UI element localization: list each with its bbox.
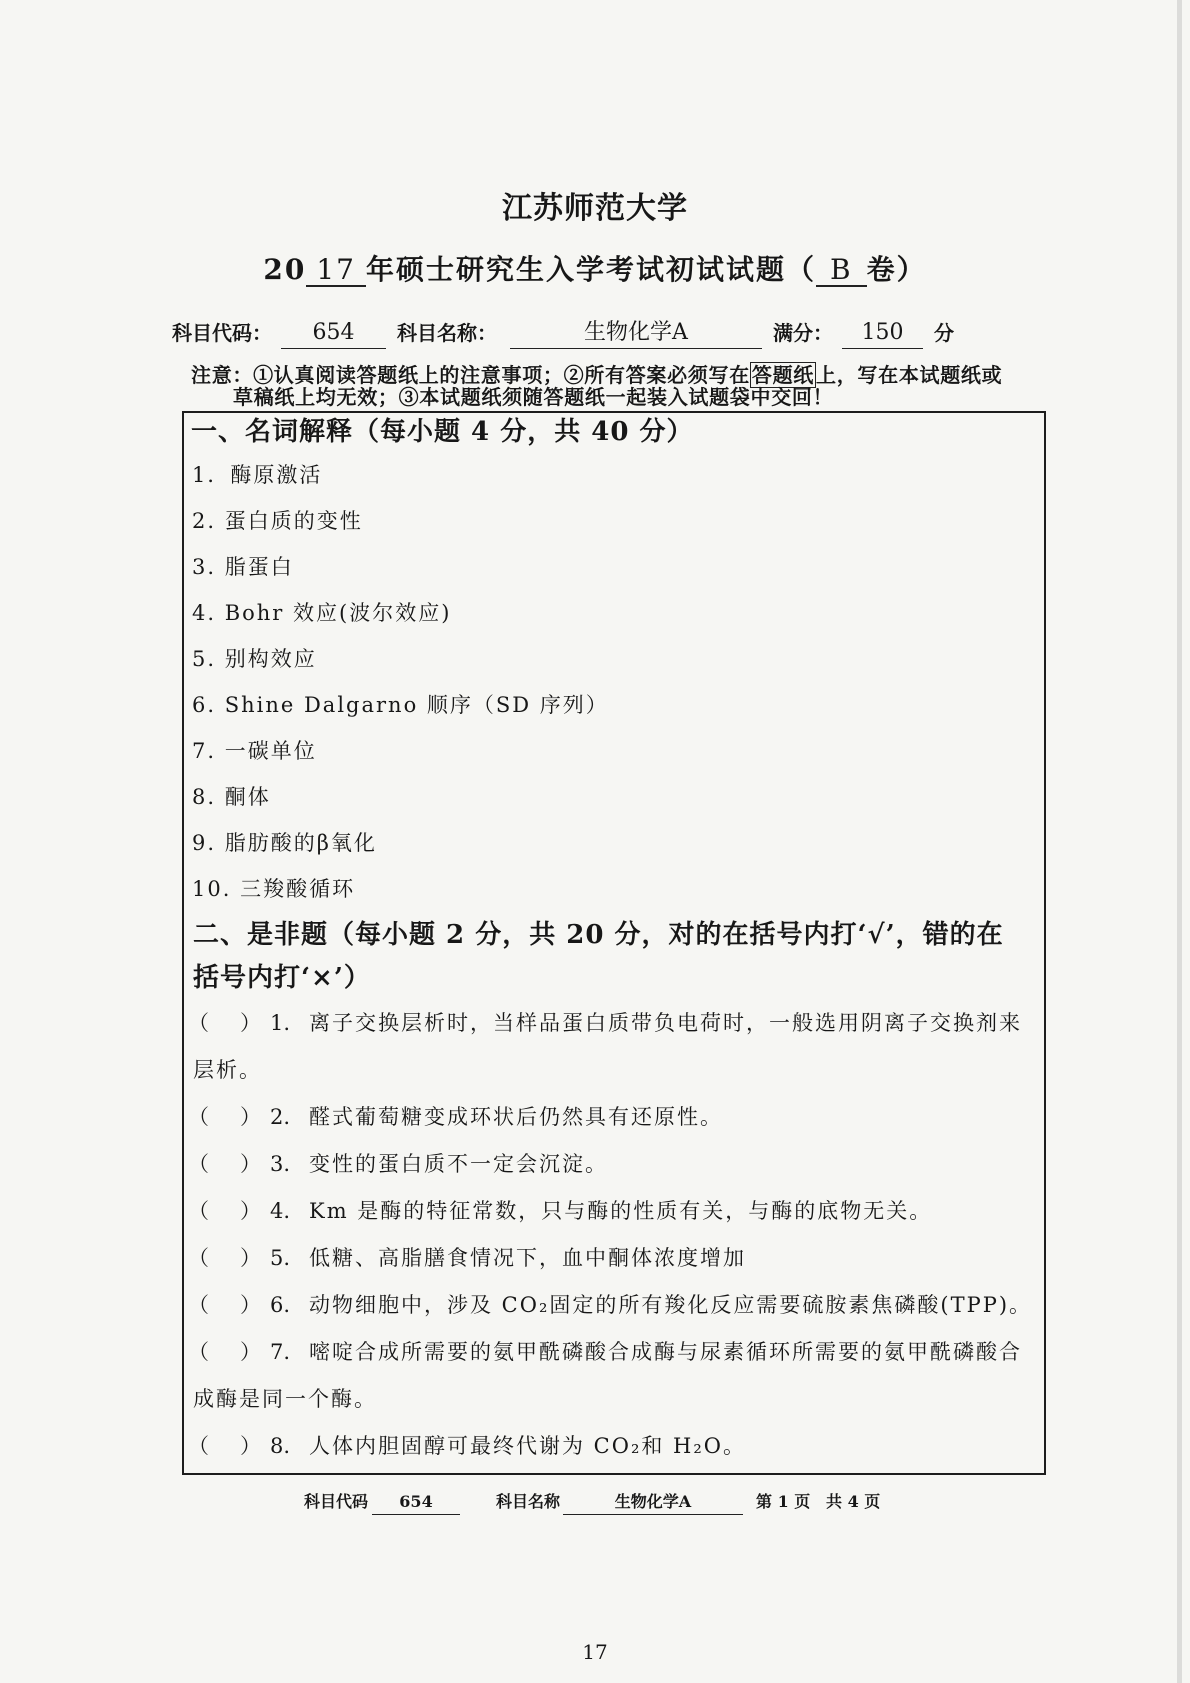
term-item: 5. 别构效应 <box>192 647 317 671</box>
tf-question-text: 嘧啶合成所需要的氨甲酰磷酸合成酶与尿素循环所需要的氨甲酰磷酸合 <box>309 1340 1022 1364</box>
tf-question-number: 1. <box>270 1011 291 1035</box>
university-name: 江苏师范大学 <box>502 191 688 226</box>
tf-question-number: 8. <box>270 1434 291 1458</box>
tf-question <box>184 1329 1044 1376</box>
subject-code-value: 654 <box>281 318 386 349</box>
term-item: 8. 酮体 <box>192 785 271 809</box>
answer-bracket-close: ） <box>240 1293 261 1317</box>
answer-bracket-close: ） <box>240 1340 261 1364</box>
term-item: 7. 一碳单位 <box>192 739 317 763</box>
term-item: 1．酶原激活 <box>192 463 323 487</box>
tf-question-number: 6. <box>270 1293 291 1317</box>
tf-question <box>184 1000 1044 1047</box>
tf-question-text-continued: 层析。 <box>193 1058 262 1082</box>
tf-question-number: 4. <box>270 1199 291 1223</box>
title-year-suffix: 17 <box>306 255 366 287</box>
tf-question <box>184 1188 1044 1235</box>
term-item: 6. Shine Dalgarno 顺序（SD 序列） <box>192 693 609 717</box>
tf-question-text: 低糖、高脂膳食情况下，血中酮体浓度增加 <box>309 1246 746 1270</box>
tf-question-text: 变性的蛋白质不一定会沉淀。 <box>309 1152 608 1176</box>
answer-bracket-open: （ <box>188 1105 209 1129</box>
answer-bracket-open: （ <box>188 1340 209 1364</box>
tf-question-number: 5. <box>270 1246 291 1270</box>
notice-text-b: 上，写在本试题纸或 <box>816 363 1003 387</box>
footer-code-value: 654 <box>372 1490 460 1515</box>
section-2-heading-line: 二、是非题（每小题 2 分，共 20 分，对的在括号内打‘√’，错的在 <box>193 920 1004 950</box>
term-item: 9. 脂肪酸的β氧化 <box>192 831 377 855</box>
tf-question-continuation <box>184 1376 1044 1423</box>
answer-bracket-open: （ <box>188 1246 209 1270</box>
exam-title <box>0 252 1190 288</box>
answer-bracket-open: （ <box>188 1434 209 1458</box>
subject-code-label: 科目代码： <box>172 321 272 345</box>
title-paper-version: B <box>816 255 867 287</box>
answer-bracket-open: （ <box>188 1152 209 1176</box>
tf-question-text: 醛式葡萄糖变成环状后仍然具有还原性。 <box>309 1105 723 1129</box>
subject-name-label: 科目名称： <box>397 321 497 345</box>
footer-name-value: 生物化学A <box>563 1490 743 1515</box>
term-item: 4. Bohr 效应(波尔效应) <box>192 601 452 625</box>
answer-bracket-open: （ <box>188 1199 209 1223</box>
tf-question-continuation <box>184 1047 1044 1094</box>
footer-name-label: 科目名称 <box>496 1492 561 1511</box>
tf-question <box>184 1282 1044 1329</box>
tf-question <box>184 1141 1044 1188</box>
tf-question-number: 3. <box>270 1152 291 1176</box>
answer-bracket-close: ） <box>240 1011 261 1035</box>
title-main: 年硕士研究生入学考试初试试题（ <box>366 253 817 286</box>
full-score-value: 150 <box>842 318 923 349</box>
tf-question-text: 人体内胆固醇可最终代谢为 CO₂和 H₂O。 <box>309 1434 747 1458</box>
tf-question-text: Km 是酶的特征常数，只与酶的性质有关，与酶的底物无关。 <box>309 1199 933 1223</box>
answer-bracket-open: （ <box>188 1011 209 1035</box>
footer-page: 第 1 页 <box>756 1492 811 1511</box>
term-item: 3. 脂蛋白 <box>192 555 294 579</box>
answer-bracket-close: ） <box>240 1199 261 1223</box>
title-suffix: 卷） <box>866 253 927 286</box>
tf-question-number: 7. <box>270 1340 291 1364</box>
tf-question-text: 离子交换层析时，当样品蛋白质带负电荷时，一般选用阴离子交换剂来 <box>309 1011 1022 1035</box>
section-2-heading-line: 括号内打‘×’） <box>193 963 371 993</box>
section-1-heading: 一、名词解释（每小题 4 分，共 40 分） <box>191 417 694 447</box>
full-score-label: 满分： <box>773 321 833 345</box>
answer-bracket-open: （ <box>188 1293 209 1317</box>
answer-bracket-close: ） <box>240 1246 261 1270</box>
section-2-heading <box>184 914 1044 1000</box>
footer-code-label: 科目代码 <box>304 1492 369 1511</box>
answer-bracket-close: ） <box>240 1152 261 1176</box>
page-number: 17 <box>582 1640 608 1664</box>
answer-bracket-close: ） <box>240 1105 261 1129</box>
tf-question-text-continued: 成酶是同一个酶。 <box>193 1387 377 1411</box>
notice-boxed-answer-sheet: 答题纸 <box>751 363 815 387</box>
footer-total-pages: 共 4 页 <box>826 1492 881 1511</box>
term-item: 2. 蛋白质的变性 <box>192 509 363 533</box>
tf-question <box>184 1423 1044 1470</box>
title-year-prefix: 20 <box>263 253 307 286</box>
exam-notice <box>191 364 1002 408</box>
notice-line-1 <box>191 364 1002 386</box>
tf-question <box>184 1094 1044 1141</box>
tf-question-text: 动物细胞中，涉及 CO₂固定的所有羧化反应需要硫胺素焦磷酸(TPP)。 <box>309 1293 1033 1317</box>
subject-name-value: 生物化学A <box>510 318 762 349</box>
true-false-list <box>184 1000 1044 1470</box>
full-score-unit: 分 <box>934 321 954 345</box>
answer-bracket-close: ） <box>240 1434 261 1458</box>
term-item: 10. 三羧酸循环 <box>192 877 356 901</box>
term-list <box>184 452 1044 912</box>
tf-question-number: 2. <box>270 1105 291 1129</box>
notice-text-a: 注意：①认真阅读答题纸上的注意事项；②所有答案必须写在 <box>191 363 750 387</box>
notice-line-2: 草稿纸上均无效；③本试题纸须随答题纸一起装入试题袋中交回！ <box>233 385 834 409</box>
question-box <box>182 411 1046 1475</box>
tf-question <box>184 1235 1044 1282</box>
